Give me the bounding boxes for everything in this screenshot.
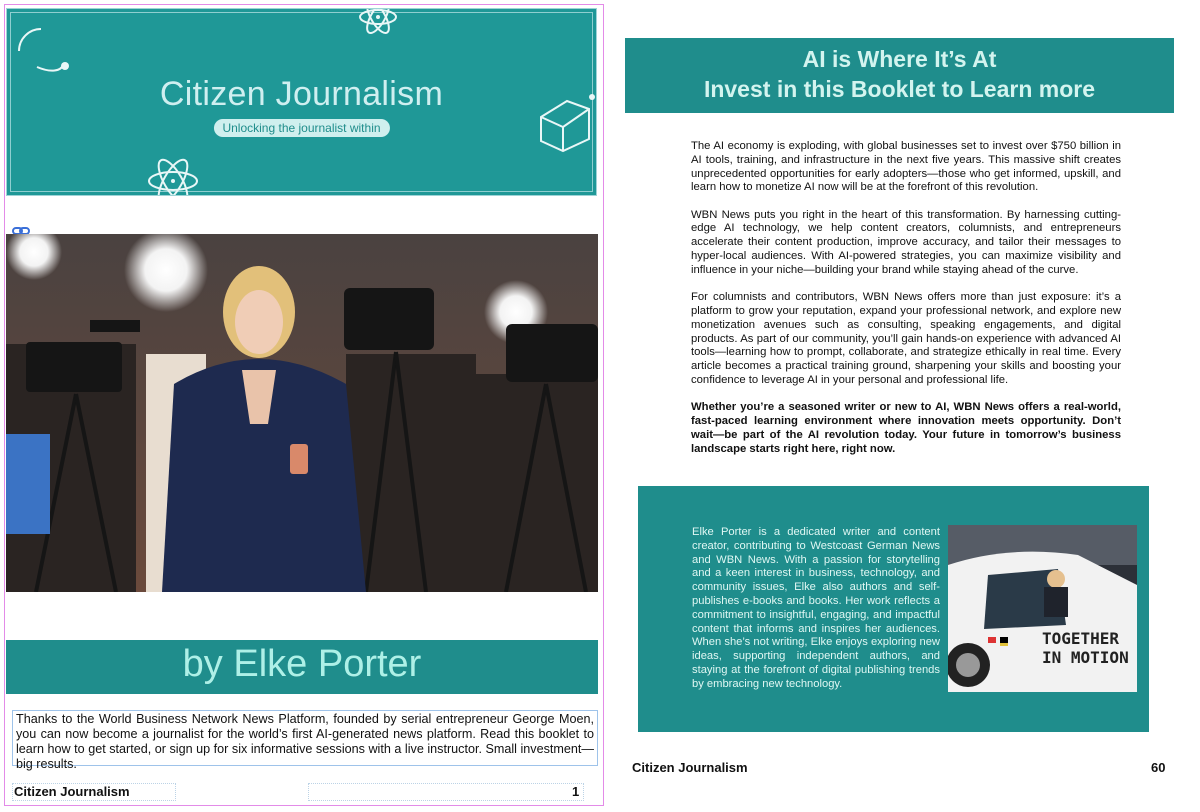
cover-photo <box>6 234 598 592</box>
footer-title: Citizen Journalism <box>14 784 130 799</box>
author-bio: Elke Porter is a dedicated writer and content creator, contributing to Westcoast German News and WBN News. With a passion for storytelling and a keen interest in business, technology, and community issues, Elke also authors and self-publishes e-books and books. Her work reflects a commitment to insightful, engaging, and impactful content that informs and inspires her audiences. When she’s not writing, Elke enjoys exploring new ideas, supporting independent authors, and staying at the forefront of digital publishing trends by embracing new technology. <box>692 526 940 690</box>
section-heading-line1: AI is Where It’s At <box>802 46 997 72</box>
footer-title: Citizen Journalism <box>632 760 748 775</box>
cover-tagline: Unlocking the journalist within <box>213 119 389 137</box>
page-number: 1 <box>572 784 580 799</box>
cover-banner <box>6 8 597 196</box>
author-photo <box>948 525 1137 692</box>
photo-caption: TOGETHER IN MOTION <box>1042 629 1129 667</box>
body-paragraph: WBN News puts you right in the heart of this transformation. By harnessing cutting-edge AI technology, we help content creators, columnists, and entrepreneurs accelerate their content production, improve accuracy, and tailor their messages to hyper-local audiences. With AI-powered strategies, you can maximize visibility and influence in your niche—building your brand while staying ahead of the curve. <box>691 208 1121 276</box>
article-body <box>691 140 1121 470</box>
page-number: 60 <box>1151 760 1166 775</box>
section-heading-line2: Invest in this Booklet to Learn more <box>703 76 1096 102</box>
intro-paragraph: Thanks to the World Business Network News Platform, founded by serial entrepreneur George Moen, you can now become a journalist for the world’s first AI-generated news platform. Read this booklet to learn how to get started, or sign up for six informative sessions with a live instructor. Small investment—big results. <box>16 712 594 771</box>
section-header <box>625 38 1174 113</box>
body-paragraph: The AI economy is exploding, with global businesses set to invest over $750 billion in AI tools, training, and infrastructure in the next five years. This massive shift creates unprecedented opportunities for early adopters—those who get informed, upskill, and learn how to monetize AI now will be at the forefront of this revolution. <box>691 140 1121 194</box>
footer-number-frame <box>308 783 584 801</box>
byline-bar <box>6 640 598 694</box>
intro-textbox <box>12 710 598 771</box>
author-byline: by Elke Porter <box>182 643 422 685</box>
closing-paragraph: Whether you’re a seasoned writer or new to AI, WBN News offers a real-world, fast-paced learning environment where innovation meets opportunity. Don’t wait—be part of the AI revolution today. Your future in tomorrow’s business landscape starts right here, right now. <box>691 401 1121 455</box>
author-bio-box <box>638 486 1149 732</box>
cover-title: Citizen Journalism <box>159 75 444 113</box>
body-paragraph: For columnists and contributors, WBN News offers more than just exposure: it’s a platform to grow your reputation, expand your professional network, and explore new monetization avenues such as consulting, speaking engagements, and digital products. As part of our community, you’ll gain hands-on experience with advanced AI tools—learning how to prompt, collaborate, and strategize ethically in real time. Every article becomes a practical training ground, sharpening your skills and boosting your confidence to leverage AI in your personal and professional life. <box>691 291 1121 386</box>
